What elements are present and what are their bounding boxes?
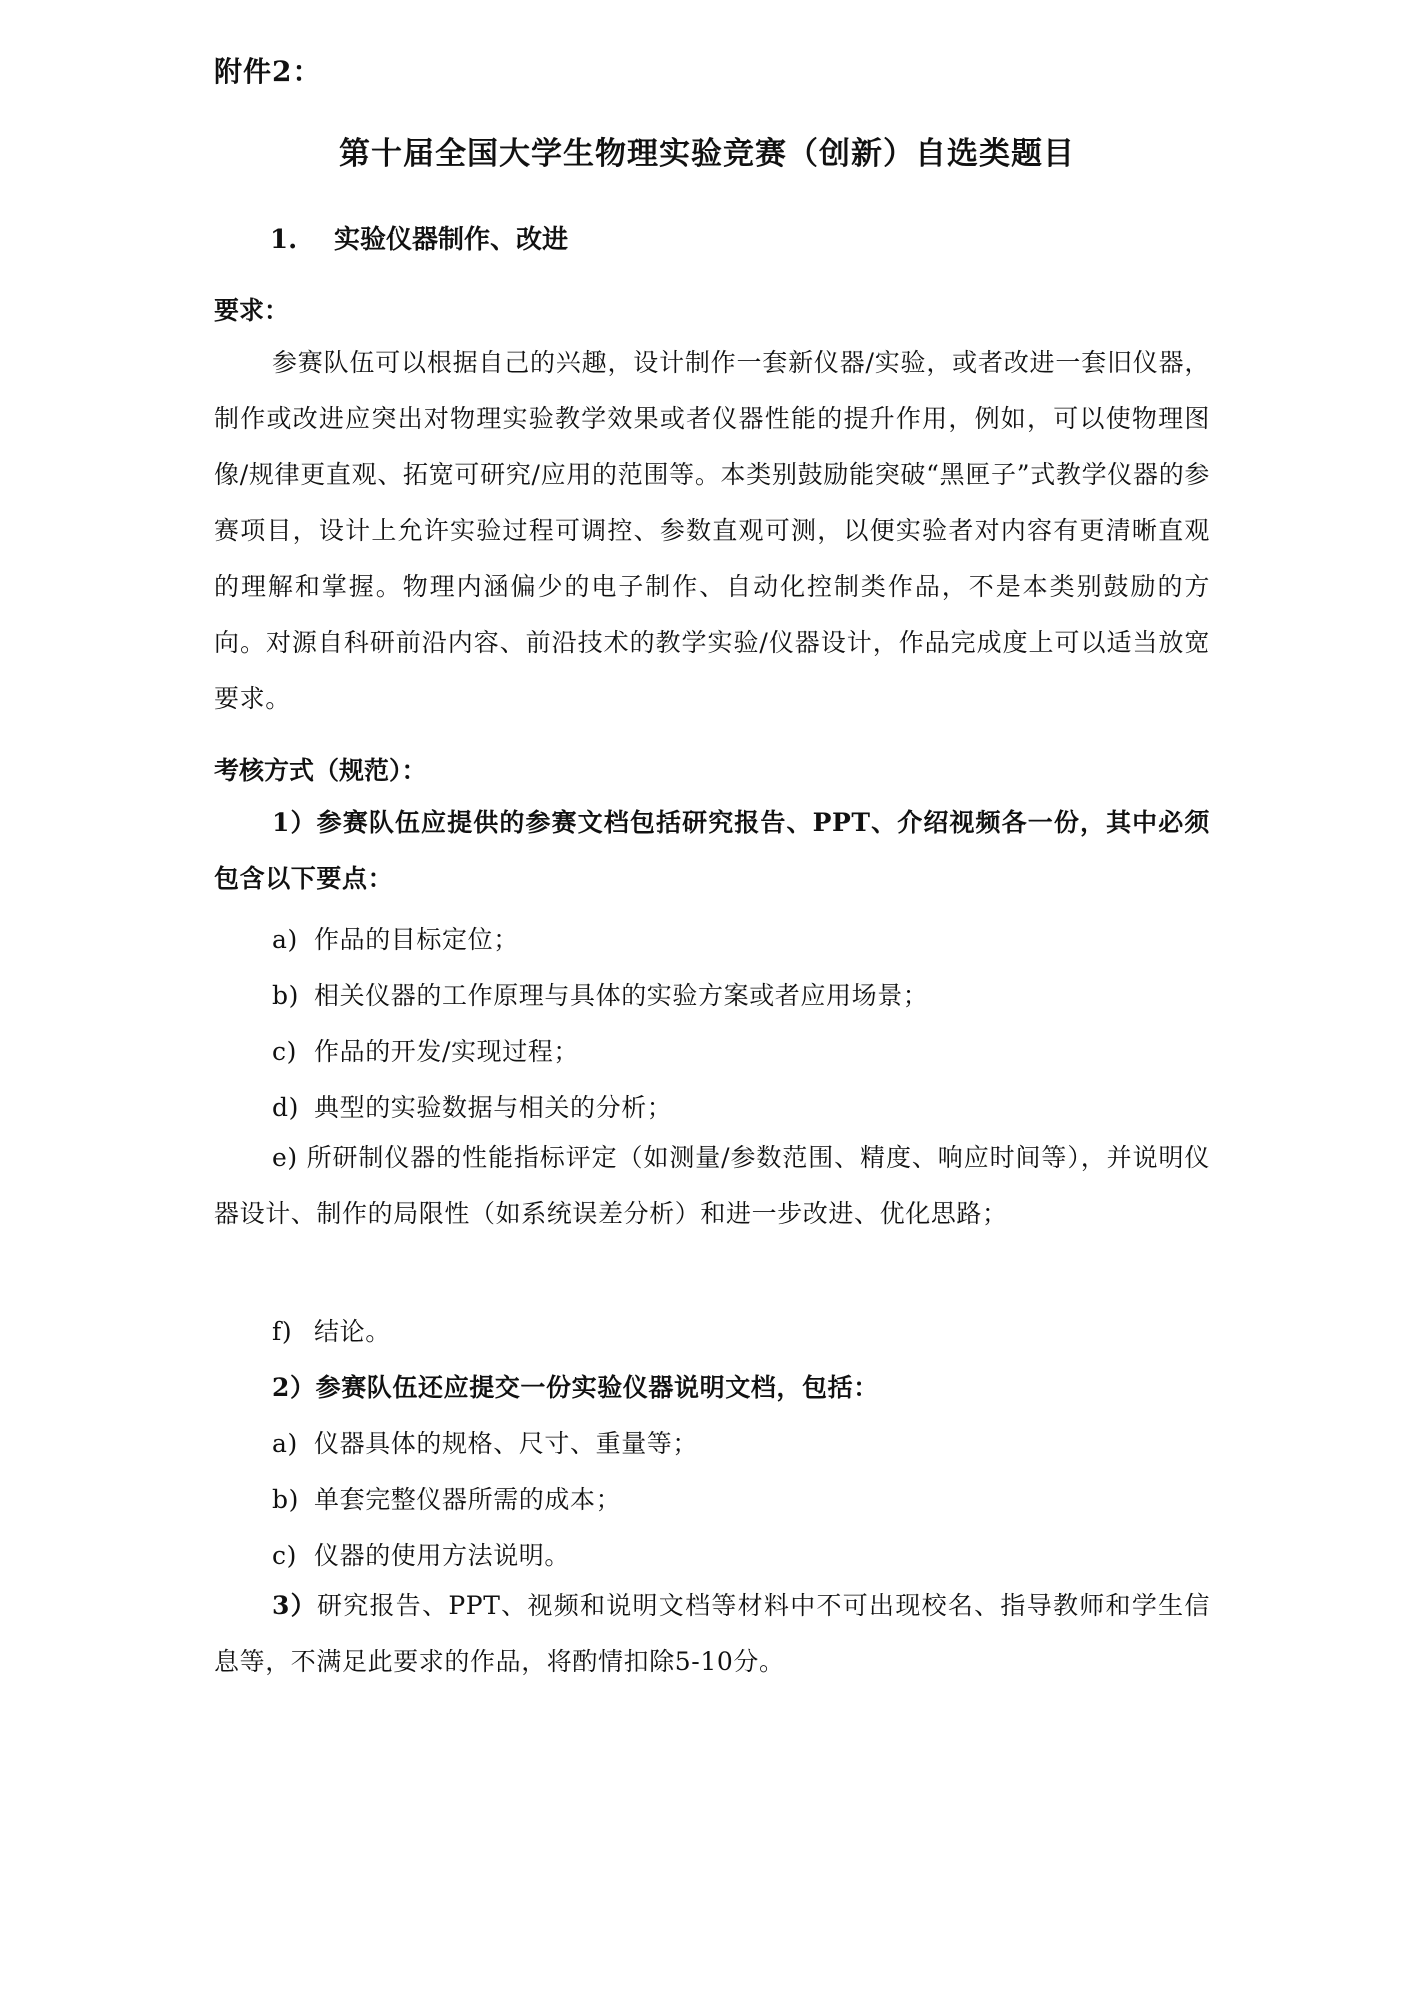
assessment-point-1: 1）参赛队伍应提供的参赛文档包括研究报告、PPT、介绍视频各一份，其中必须包含以下要点：	[214, 808, 1210, 893]
point-2-item-b	[272, 1480, 621, 1516]
assessment-point-2: 2）参赛队伍还应提交一份实验仪器说明文档，包括：	[272, 1373, 879, 1402]
point-1-item-d	[272, 1088, 672, 1124]
item-marker: f)	[272, 1317, 293, 1346]
item-marker: a)	[272, 1429, 298, 1458]
point-3-text: 研究报告、PPT、视频和说明文档等材料中不可出现校名、指导教师和学生信息等，不满足此要求的作品，将酌情扣除5-10分。	[214, 1591, 1210, 1676]
item-text: 仪器具体的规格、尺寸、重量等；	[314, 1429, 699, 1458]
item-text: 单套完整仪器所需的成本；	[314, 1485, 622, 1514]
item-text: 结论。	[314, 1317, 391, 1346]
section-heading	[270, 219, 568, 256]
point-3-number: 3）	[272, 1591, 317, 1620]
point-1-item-b	[272, 976, 928, 1012]
item-marker: e)	[272, 1143, 298, 1172]
item-marker: a)	[272, 925, 298, 954]
item-text: 相关仪器的工作原理与具体的实验方案或者应用场景；	[314, 981, 929, 1010]
section-number: 1.	[270, 225, 298, 255]
section-title: 实验仪器制作、改进	[334, 225, 569, 255]
item-marker: c)	[272, 1541, 297, 1570]
item-text: 仪器的使用方法说明。	[314, 1541, 571, 1570]
item-text: 典型的实验数据与相关的分析；	[314, 1093, 673, 1122]
point-2-item-a	[272, 1424, 698, 1460]
item-text: 作品的目标定位；	[314, 925, 519, 954]
point-1-item-c	[272, 1032, 579, 1068]
point-1-item-f	[272, 1312, 391, 1348]
attachment-label: 附件2：	[214, 55, 322, 88]
page-title: 第十届全国大学生物理实验竞赛（创新）自选类题目	[339, 136, 1075, 172]
requirements-paragraph: 参赛队伍可以根据自己的兴趣，设计制作一套新仪器/实验，或者改进一套旧仪器，制作或改进应突出对物理实验教学效果或者仪器性能的提升作用，例如，可以使物理图像/规律更直观、拓宽可研究/应用的范围等。本类别鼓励能突破“黑匣子”式教学仪器的参赛项目，设计上允许实验过程可调控、参数直观可测，以便实验者对内容有更清晰直观的理解和掌握。物理内涵偏少的电子制作、自动化控制类作品，不是本类别鼓励的方向。对源自科研前沿内容、前沿技术的教学实验/仪器设计，作品完成度上可以适当放宽要求。	[214, 348, 1210, 713]
point-1-item-a	[272, 920, 519, 956]
item-marker: d)	[272, 1093, 299, 1122]
item-text: 所研制仪器的性能指标评定（如测量/参数范围、精度、响应时间等），并说明仪器设计、制作的局限性（如系统误差分析）和进一步改进、优化思路；	[214, 1143, 1210, 1228]
assessment-point-3	[214, 1578, 1210, 1690]
item-marker: b)	[272, 1485, 299, 1514]
item-marker: c)	[272, 1037, 297, 1066]
item-marker: b)	[272, 981, 299, 1010]
item-text: 作品的开发/实现过程；	[314, 1037, 580, 1066]
point-1-item-e	[214, 1130, 1210, 1242]
requirements-label: 要求：	[214, 296, 290, 325]
point-2-item-c	[272, 1536, 570, 1572]
assessment-label: 考核方式（规范）：	[214, 756, 427, 785]
